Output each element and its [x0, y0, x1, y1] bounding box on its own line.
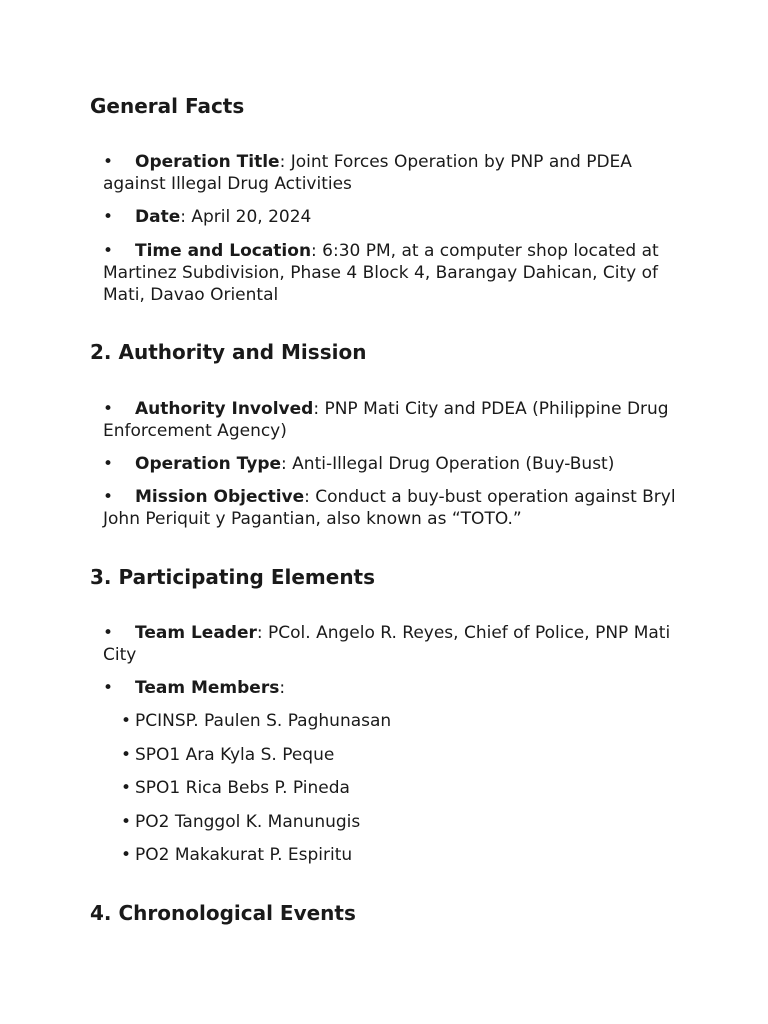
bullet-icon: •	[103, 487, 114, 507]
item-text: : 6:30 PM, at a computer shop located at Martinez Subdivision, Phase 4 Block 4, Barangay Dahican, City of Mati, Davao Oriental	[103, 241, 659, 305]
team-member-item	[90, 844, 690, 866]
item-text: : Anti-Illegal Drug Operation (Buy-Bust)	[281, 454, 615, 474]
list-item	[90, 622, 690, 666]
bullet-icon: •	[121, 711, 132, 731]
section-authority-mission	[90, 340, 690, 364]
section-chronological-events	[90, 901, 690, 925]
mission-objective	[90, 486, 690, 530]
list-item	[90, 398, 690, 442]
member-name: PCINSP. Paulen S. Paghunasan	[135, 711, 392, 731]
member-name: SPO1 Rica Bebs P. Pineda	[135, 778, 350, 798]
item-label: Team Leader	[135, 623, 257, 643]
list-item	[90, 453, 690, 475]
bullet-icon: •	[121, 745, 132, 765]
item-text: : Conduct a buy-bust operation against Bryl John Periquit y Pagantian, also known as “TOTO.”	[103, 487, 676, 529]
fact-date	[90, 206, 690, 228]
list-item	[90, 151, 690, 195]
member-name: SPO1 Ara Kyla S. Peque	[135, 745, 335, 765]
item-text: : Joint Forces Operation by PNP and PDEA against Illegal Drug Activities	[103, 152, 632, 194]
authority-involved	[90, 398, 690, 442]
list-item	[90, 710, 690, 732]
member-name: PO2 Tanggol K. Manunugis	[135, 812, 361, 832]
section-heading: 4. Chronological Events	[90, 901, 356, 925]
operation-type	[90, 453, 690, 475]
list-item	[90, 240, 690, 306]
item-label: Operation Type	[135, 454, 282, 474]
item-label: Authority Involved	[135, 399, 314, 419]
item-text: : PNP Mati City and PDEA (Philippine Drug Enforcement Agency)	[103, 399, 669, 441]
bullet-icon: •	[121, 812, 132, 832]
member-name: PO2 Makakurat P. Espiritu	[135, 845, 353, 865]
section-heading: 3. Participating Elements	[90, 565, 376, 589]
section-heading: 2. Authority and Mission	[90, 340, 367, 364]
item-label: Mission Objective	[135, 487, 305, 507]
bullet-icon: •	[103, 454, 114, 474]
list-item	[90, 811, 690, 833]
list-item	[90, 744, 690, 766]
bullet-icon: •	[121, 845, 132, 865]
item-label: Date	[135, 207, 181, 227]
bullet-icon: •	[103, 399, 114, 419]
team-leader	[90, 622, 690, 666]
list-item	[90, 844, 690, 866]
item-text: : PCol. Angelo R. Reyes, Chief of Police, PNP Mati City	[103, 623, 671, 665]
bullet-icon: •	[103, 623, 114, 643]
bullet-icon: •	[103, 152, 114, 172]
item-text: :	[279, 678, 286, 698]
team-member-item	[90, 777, 690, 799]
bullet-icon: •	[121, 778, 132, 798]
fact-time-location	[90, 240, 690, 306]
team-member-item	[90, 811, 690, 833]
list-item	[90, 777, 690, 799]
item-label: Team Members	[135, 678, 280, 698]
item-label: Operation Title	[135, 152, 280, 172]
fact-operation-title	[90, 151, 690, 195]
section-general-facts	[90, 94, 690, 118]
list-item	[90, 486, 690, 530]
team-member-item	[90, 744, 690, 766]
bullet-icon: •	[103, 678, 114, 698]
section-heading: General Facts	[90, 94, 245, 118]
item-text: : April 20, 2024	[180, 207, 312, 227]
list-item	[90, 677, 690, 699]
item-label: Time and Location	[135, 241, 312, 261]
bullet-icon: •	[103, 207, 114, 227]
section-participating-elements	[90, 565, 690, 589]
team-members	[90, 677, 690, 699]
list-item	[90, 206, 690, 228]
bullet-icon: •	[103, 241, 114, 261]
team-member-item	[90, 710, 690, 732]
